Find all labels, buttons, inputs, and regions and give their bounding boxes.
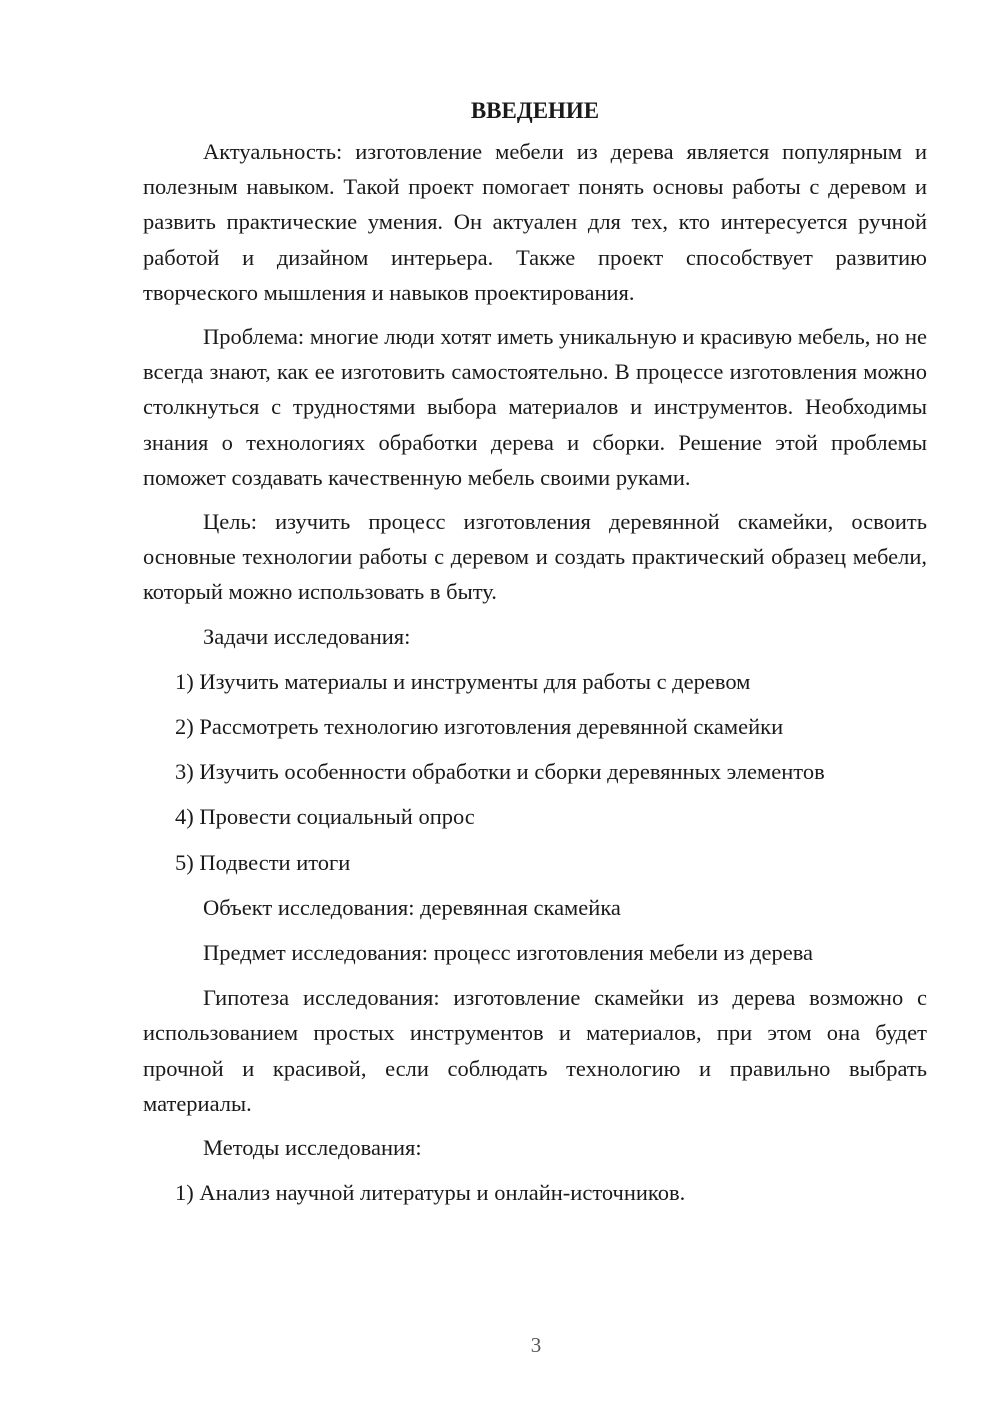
object-line: Объект исследования: деревянная скамейка [203, 894, 621, 920]
problem-paragraph: Проблема: многие люди хотят иметь уникальную и красивую мебель, но не всегда знают, как ее изготовить самостоятельно. В процессе изготовления можно столкнуться с трудностями выбора материалов и инструментов. Необходимы знания о технологиях обработки дерева и сборки. Решение этой проблемы поможет создавать качественную мебель своими руками. [143, 324, 927, 490]
subject-line: Предмет исследования: процесс изготовления мебели из дерева [203, 940, 814, 966]
hypothesis-paragraph: Гипотеза исследования: изготовление скамейки из дерева возможно с использованием простых инструментов и материалов, при этом она будет прочной и красивой, если соблюдать технологию и правильно выбрать материалы. [143, 985, 927, 1116]
goal-paragraph: Цель: изучить процесс изготовления деревянной скамейки, освоить основные технологии работы с деревом и создать практический образец мебели, который можно использовать в быту. [143, 509, 927, 605]
task-item-5: 5) Подвести итоги [175, 849, 351, 875]
method-item-1: 1) Анализ научной литературы и онлайн-источников. [175, 1180, 686, 1206]
tasks-label: Задачи исследования: [203, 623, 411, 649]
task-item-2: 2) Рассмотреть технологию изготовления деревянной скамейки [175, 714, 784, 740]
task-item-1: 1) Изучить материалы и инструменты для работы с деревом [175, 668, 751, 694]
page-number: 3 [530, 1333, 542, 1357]
task-item-3: 3) Изучить особенности обработки и сборки деревянных элементов [175, 759, 825, 785]
relevance-paragraph: Актуальность: изготовление мебели из дерева является популярным и полезным навыком. Такой проект помогает понять основы работы с деревом и развить практические умения. Он актуален для тех, кто интересуется ручной работой и дизайном интерьера. Также проект способствует развитию творческого мышления и навыков проектирования. [143, 139, 927, 305]
document-page [143, 96, 927, 1220]
section-heading: ВВЕДЕНИЕ [470, 98, 600, 123]
methods-label: Методы исследования: [203, 1135, 422, 1161]
task-item-4: 4) Провести социальный опрос [175, 804, 475, 830]
